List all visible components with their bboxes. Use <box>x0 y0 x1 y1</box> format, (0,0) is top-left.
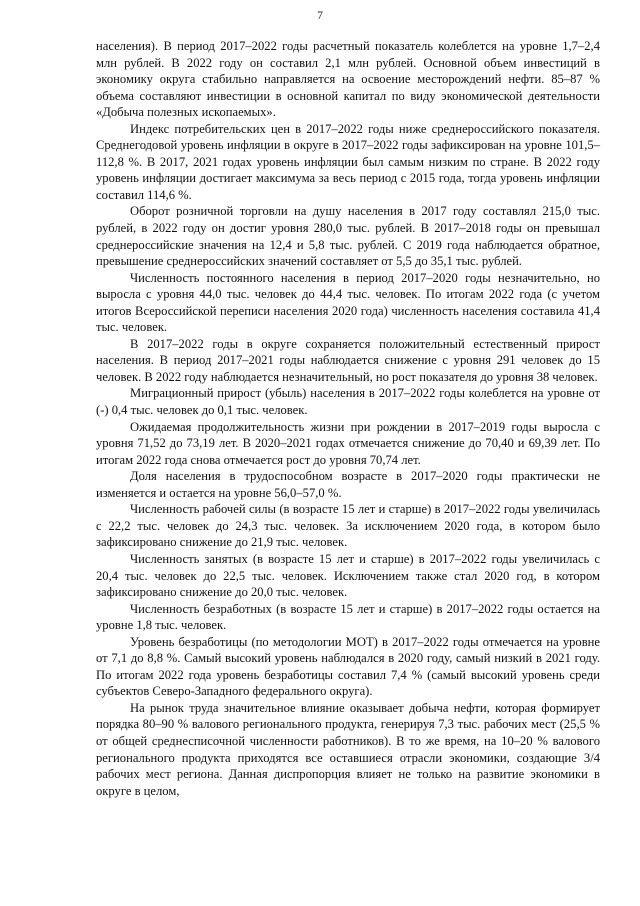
paragraph-life-expectancy: Ожидаемая продолжительность жизни при рождении в 2017–2019 годы выросла с уровня 71,52 до 73,19 лет. В 2020–2021 годах отмечается снижение до 70,40 и 69,39 лет. По итогам 2022 года снова отмечается рост до уровня 70,74 лет. <box>96 419 600 467</box>
paragraph-employed: Численность занятых (в возрасте 15 лет и старше) в 2017–2022 годы увеличилась с 20,4 тыс. человек до 22,5 тыс. человек. Исключением также стал 2020 год, в котором зафиксировано снижение до 20,0 тыс. человек. <box>96 551 600 600</box>
page-number: 7 <box>317 10 323 22</box>
paragraph-migration: Миграционный прирост (убыль) населения в 2017–2022 годы колеблется на уровне от (-) 0,4 тыс. человек до 0,1 тыс. человек. <box>96 386 600 418</box>
paragraph-consumer-prices: Индекс потребительских цен в 2017–2022 годы ниже среднероссийского показателя. Среднегодовой уровень инфляции в округе в 2017–2022 годы зафиксирован на уровне 101,5–112,8 %. В 2017, 2021 годах уровень инфляции был самым низким по стране. В 2022 году уровень инфляции достигает максимума за весь период с 2015 года, тогда уровень инфляции составил 114,6 %. <box>96 121 600 202</box>
paragraph-unemployment-rate: Уровень безработицы (по методологии МОТ) в 2017–2022 годы отмечается на уровне от 7,1 до 8,8 %. Самый высокий уровень наблюдался в 2020 году, самый низкий в 2021 году. По итогам 2022 года уровень безработицы составил 7,4 % (самый высокий уровень среди субъектов Северо-Западного федерального округа). <box>96 634 600 699</box>
paragraph-working-age-share: Доля населения в трудоспособном возрасте в 2017–2020 годы практически не изменяется и остается на уровне 56,0–57,0 %. <box>96 469 600 500</box>
paragraph-labor-force: Численность рабочей силы (в возрасте 15 лет и старше) в 2017–2022 годы увеличилась с 22,2 тыс. человек до 24,3 тыс. человек. За исключением 2020 года, в котором было зафиксировано снижение до 21,9 тыс. человек. <box>96 502 600 550</box>
paragraph-retail-turnover: Оборот розничной торговли на душу населения в 2017 году составлял 215,0 тыс. рублей, в 2022 году он достиг уровня 280,0 тыс. рублей. В 2017–2018 годы он превышал среднероссийские значения на 12,4 и 5,8 тыс. рублей. С 2019 года наблюдается обратное, превышение среднероссийских значений составляет от 5,5 до 35,1 тыс. рублей. <box>96 204 600 269</box>
body-text <box>96 38 600 799</box>
paragraph-unemployed: Численность безработных (в возрасте 15 лет и старше) в 2017–2022 годы остается на уровне 1,8 тыс. человек. <box>96 601 600 633</box>
paragraph-labor-market: На рынок труда значительное влияние оказывает добыча нефти, которая формирует порядка 80–90 % валового регионального продукта, генерируя 7,3 тыс. рабочих мест (25,5 % от общей среднесписочной численности работников). В то же время, на 10–20 % валового регионального продукта приходятся все оставшиеся отрасли экономики, создающие 3/4 рабочих мест региона. Данная диспропорция влияет не только на развитие экономики в округе в целом, <box>96 700 600 798</box>
paragraph-investments-continued: населения). В период 2017–2022 годы расчетный показатель колеблется на уровне 1,7–2,4 млн рублей. В 2022 году он составил 2,1 млн рублей. Основной объем инвестиций в экономику округа стабильно направляется на освоение месторождений нефти. 85–87 % объема составляют инвестиции в основной капитал по виду экономической деятельности «Добыча полезных ископаемых». <box>96 39 600 120</box>
paragraph-population: Численность постоянного населения в период 2017–2020 годы незначительно, но выросла с уровня 44,0 тыс. человек до 44,4 тыс. человек. По итогам 2022 года (с учетом итогов Всероссийской переписи населения 2020 года) численность населения составила 41,4 тыс. человек. <box>96 270 600 335</box>
paragraph-natural-growth: В 2017–2022 годы в округе сохраняется положительный естественный прирост населения. В период 2017–2021 годы наблюдается снижение с уровня 291 человек до 15 человек. В 2022 году наблюдается незначительный, но рост показателя до уровня 38 человек. <box>96 336 600 384</box>
